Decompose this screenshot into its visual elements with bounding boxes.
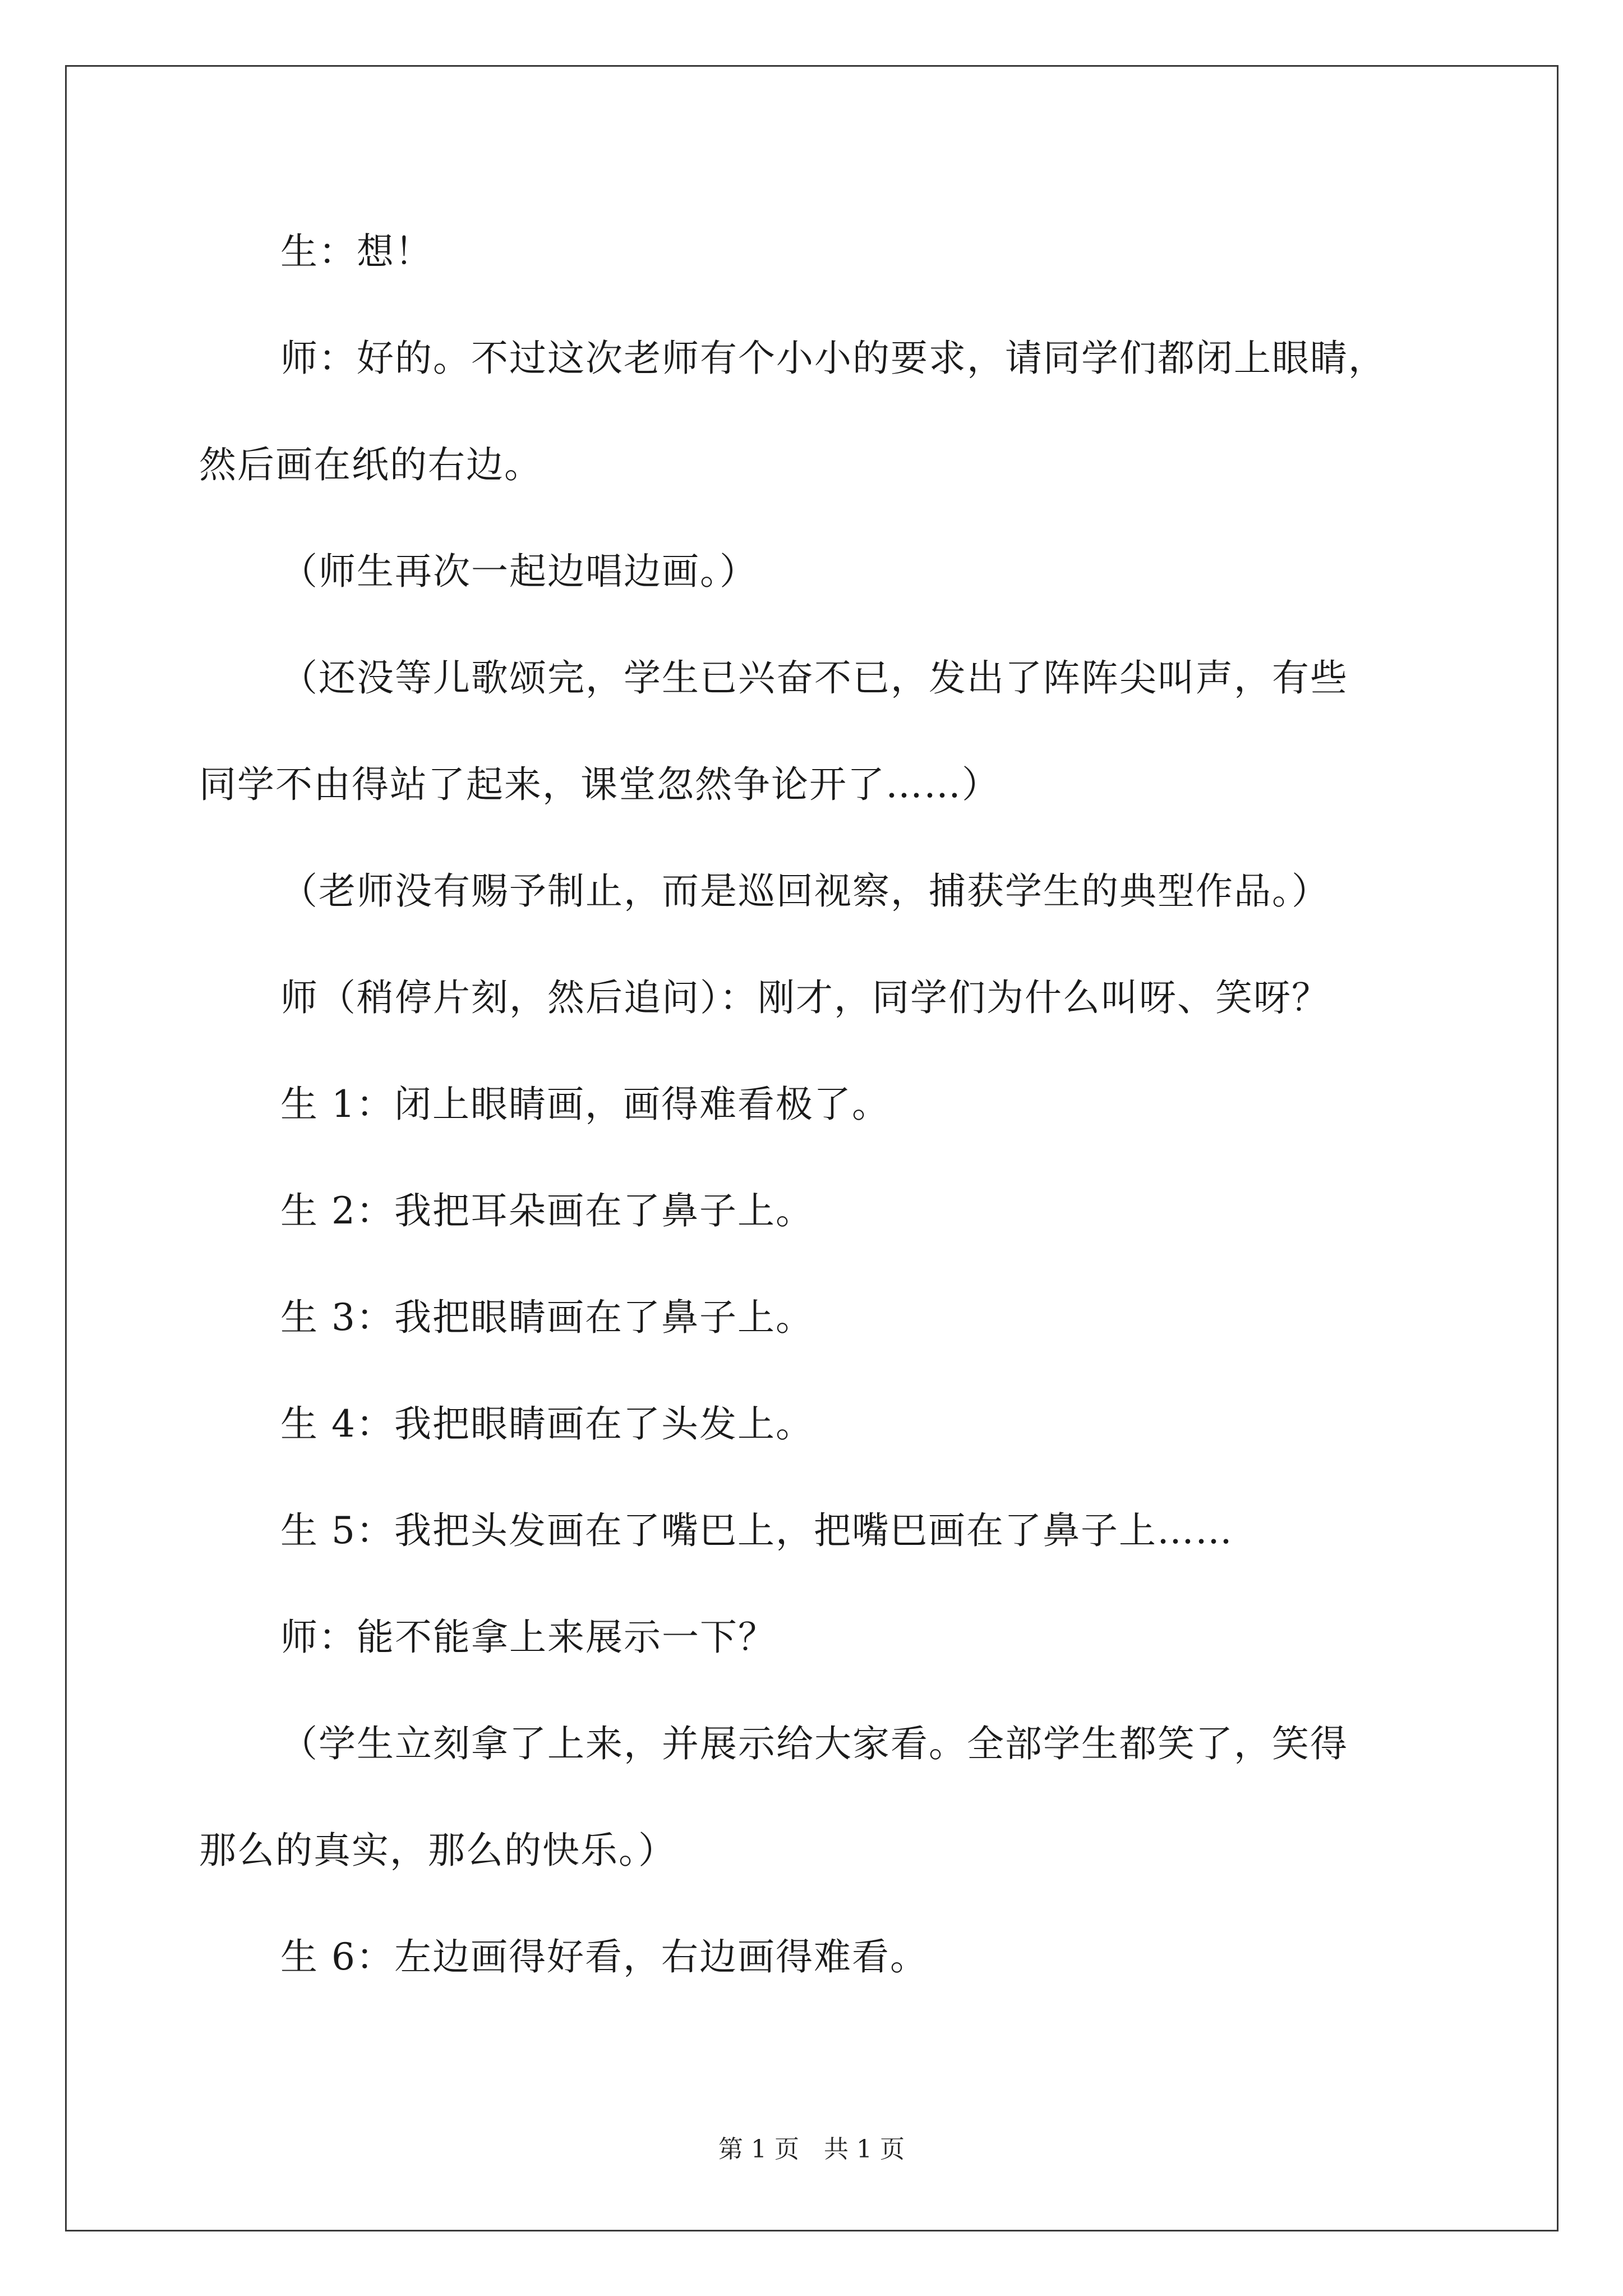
paragraph-9: 生 3：我把眼睛画在了鼻子上。	[280, 1296, 814, 1339]
paragraph-6: 师（稍停片刻，然后追问）：刚才，同学们为什么叫呀、笑呀？	[280, 976, 1330, 1019]
paragraph-8: 生 2：我把耳朵画在了鼻子上。	[280, 1189, 814, 1232]
page-border	[65, 65, 1559, 2231]
paragraph-7: 生 1：闭上眼睛画，画得难看极了。	[280, 1083, 890, 1126]
paragraph-3: （师生再次一起边唱边画。）	[280, 550, 758, 593]
paragraph-12: 师：能不能拿上来展示一下？	[280, 1616, 776, 1659]
paragraph-4-cont: 同学不由得站了起来，课堂忽然争论开了……）	[199, 763, 1000, 806]
paragraph-4: （还没等儿歌颂完，学生已兴奋不已，发出了阵阵尖叫声，有些	[280, 656, 1348, 700]
paragraph-10: 生 4：我把眼睛画在了头发上。	[280, 1402, 814, 1446]
paragraph-14: 生 6：左边画得好看，右边画得难看。	[280, 1935, 928, 1978]
paragraph-2-cont: 然后画在纸的右边。	[199, 443, 542, 486]
paragraph-2: 师：好的。不过这次老师有个小小的要求，请同学们都闭上眼睛，	[280, 337, 1386, 380]
paragraph-11: 生 5：我把头发画在了嘴巴上，把嘴巴画在了鼻子上……	[280, 1509, 1233, 1552]
page-footer: 第 1 页 共 1 页	[718, 2135, 905, 2164]
paragraph-13: （学生立刻拿了上来，并展示给大家看。全部学生都笑了，笑得	[280, 1722, 1348, 1765]
paragraph-13-cont: 那么的真实，那么的快乐。）	[199, 1829, 676, 1872]
paragraph-1: 生：想！	[280, 230, 433, 273]
paragraph-5: （老师没有赐予制止，而是巡回视察，捕获学生的典型作品。）	[280, 869, 1330, 913]
